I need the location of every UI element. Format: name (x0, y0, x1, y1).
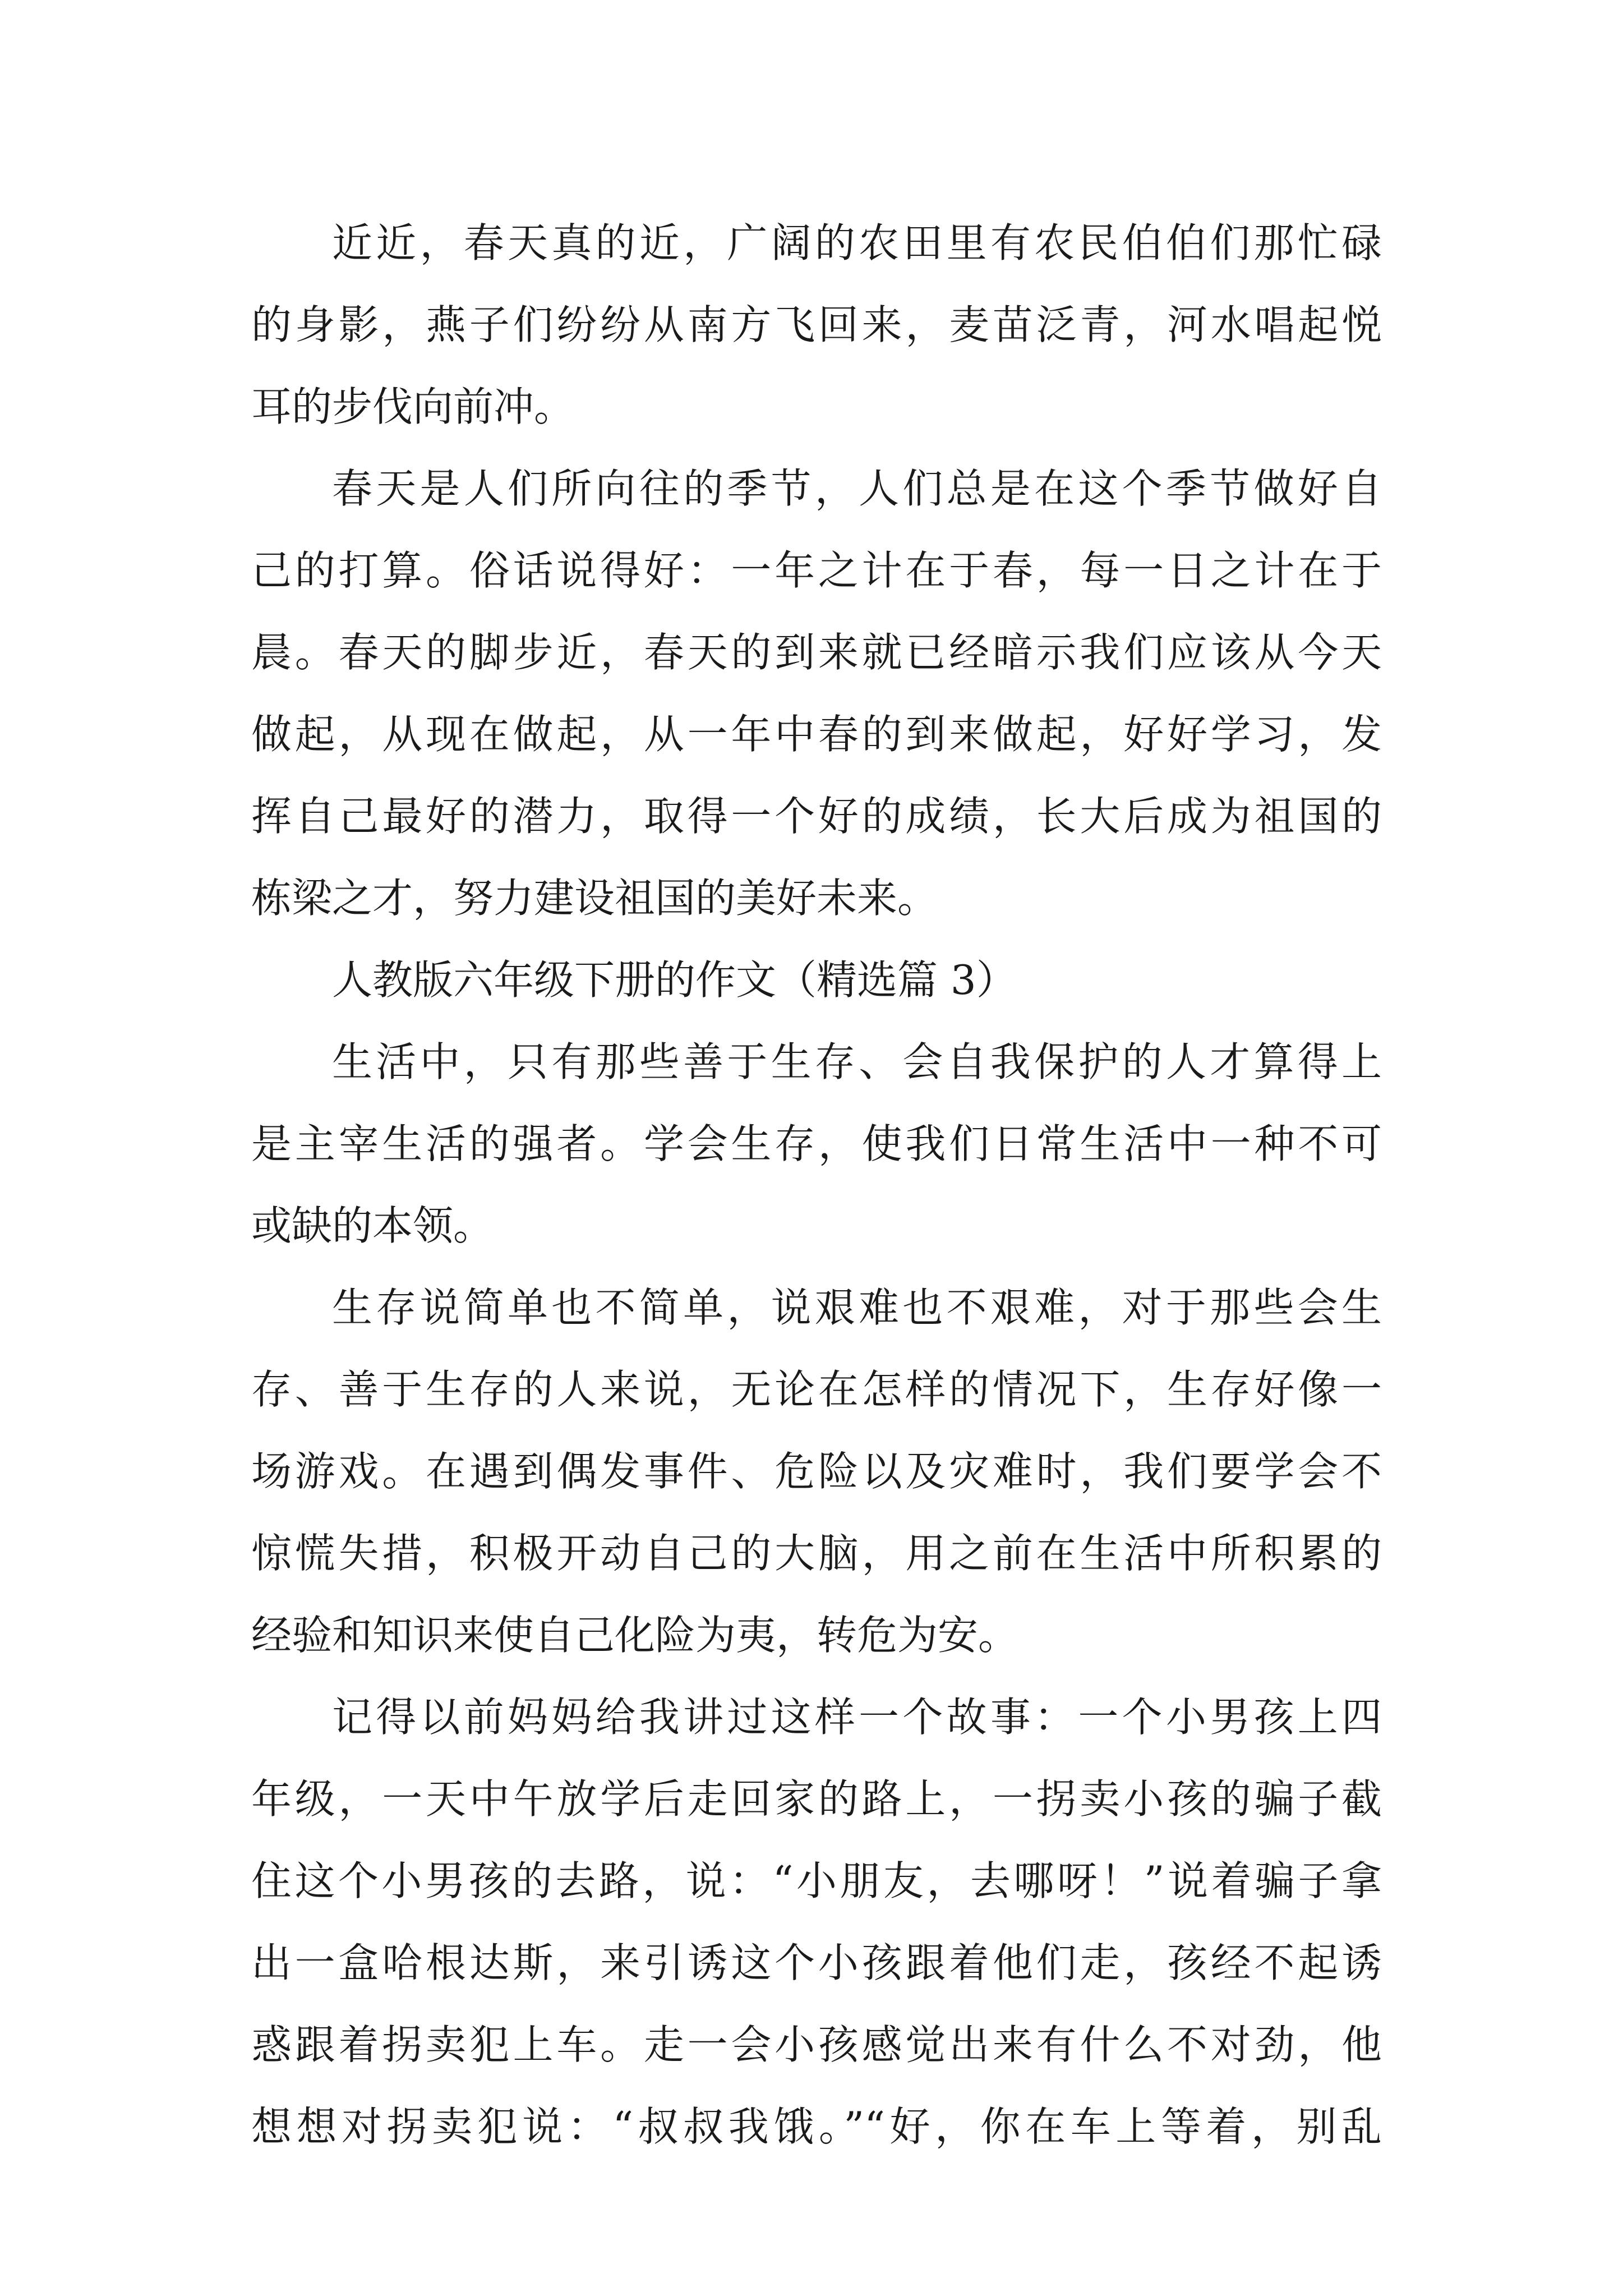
paragraph-line: 耳的步伐向前冲。 (251, 383, 575, 430)
paragraph-line: 住这个小男孩的去路，说：“小朋友，去哪呀！”说着骗子拿 (251, 1857, 1382, 1904)
paragraph-line: 惑跟着拐卖犯上车。走一会小孩感觉出来有什么不对劲，他 (251, 2021, 1382, 2068)
paragraph-line: 挥自己最好的潜力，取得一个好的成绩，长大后成为祖国的 (251, 793, 1382, 840)
paragraph-line: 场游戏。在遇到偶发事件、危险以及灾难时，我们要学会不 (251, 1448, 1382, 1495)
paragraph-line: 惊慌失措，积极开动自己的大脑，用之前在生活中所积累的 (251, 1530, 1382, 1577)
paragraph-line: 存、善于生存的人来说，无论在怎样的情况下，生存好像一 (251, 1366, 1382, 1413)
paragraph-line: 近近，春天真的近，广阔的农田里有农民伯伯们那忙碌 (332, 219, 1382, 266)
paragraph-line: 或缺的本领。 (251, 1202, 494, 1249)
paragraph-line: 经验和知识来使自己化险为夷，转危为安。 (251, 1612, 1019, 1659)
paragraph-line: 栋梁之才，努力建设祖国的美好未来。 (251, 875, 938, 922)
paragraph-line: 出一盒哈根达斯，来引诱这个小孩跟着他们走，孩经不起诱 (251, 1939, 1382, 1986)
paragraph-line: 晨。春天的脚步近，春天的到来就已经暗示我们应该从今天 (251, 629, 1382, 676)
paragraph-line: 做起，从现在做起，从一年中春的到来做起，好好学习，发 (251, 711, 1382, 758)
paragraph-line: 己的打算。俗话说得好：一年之计在于春，每一日之计在于 (251, 547, 1382, 594)
paragraph-line: 生存说简单也不简单，说艰难也不艰难，对于那些会生 (332, 1284, 1382, 1331)
paragraph-line: 年级，一天中午放学后走回家的路上，一拐卖小孩的骗子截 (251, 1775, 1382, 1823)
paragraph-line: 春天是人们所向往的季节，人们总是在这个季节做好自 (332, 465, 1382, 512)
document-body (251, 216, 1382, 2182)
paragraph-line: 想想对拐卖犯说：“叔叔我饿。”“好，你在车上等着，别乱 (251, 2103, 1382, 2150)
paragraph-line: 的身影，燕子们纷纷从南方飞回来，麦苗泛青，河水唱起悦 (251, 301, 1382, 348)
section-heading: 人教版六年级下册的作文（精选篇 3） (332, 956, 1017, 1004)
document-page (251, 0, 1382, 2296)
paragraph-line: 生活中，只有那些善于生存、会自我保护的人才算得上 (332, 1038, 1382, 1085)
paragraph-line: 记得以前妈妈给我讲过这样一个故事：一个小男孩上四 (332, 1694, 1382, 1741)
paragraph-line: 是主宰生活的强者。学会生存，使我们日常生活中一种不可 (251, 1120, 1382, 1167)
